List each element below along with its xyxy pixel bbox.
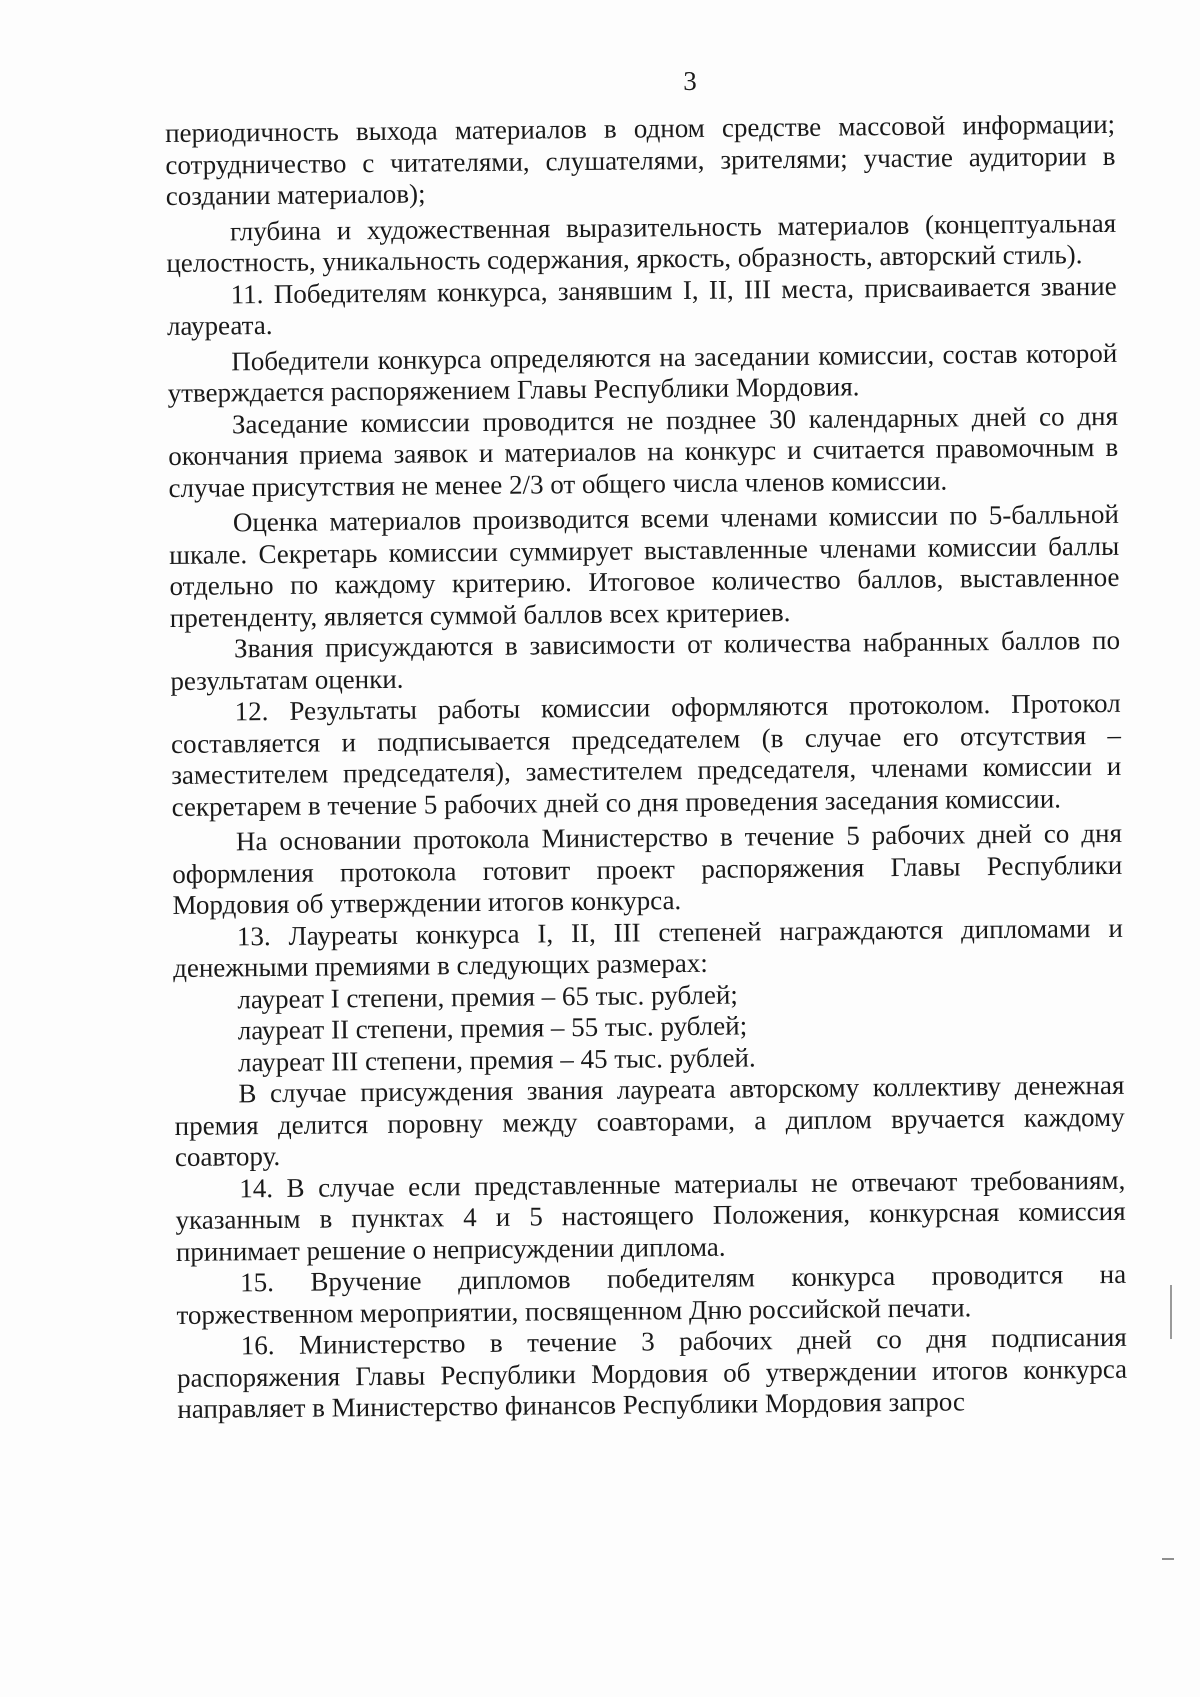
paragraph-12-protocol: 12. Результаты работы комиссии оформляются протоколом. Протокол составляется и подписывается председателем (в случае его отсутствия – заместителем председателя), заместителем председателя, членами комиссии и секретарем в течение 5 рабочих дней со дня проведения заседания комиссии. (170, 687, 1122, 822)
prize-item-second: лауреат II степени, премия – 55 тыс. рублей; (237, 1010, 748, 1046)
prize-list (173, 975, 1124, 1079)
paragraph-winners-commission: Победители конкурса определяются на заседании комиссии, состав которой утверждается распоряжением Главы Республики Мордовия. (167, 337, 1118, 408)
paragraph-16-finance-request: 16. Министерство в течение 3 рабочих дней со дня подписания распоряжения Главы Республики Мордовия об утверждении итогов конкурса направляет в Министерство финансов Республики Мордовия запрос (176, 1321, 1128, 1424)
paragraph-13-prizes: 13. Лауреаты конкурса I, II, III степеней награждаются дипломами и денежными премиями в следующих размерах: (173, 912, 1123, 983)
scan-margin-tick (1162, 1558, 1174, 1560)
paragraph-14-non-award: 14. В случае если представленные материалы не отвечают требованиям, указанным в пунктах 4 и 5 настоящего Положения, конкурсная комиссия принимает решение о неприсуждении диплома. (175, 1164, 1126, 1267)
page-number: 3 (683, 66, 697, 96)
paragraph-titles-awarded: Звания присуждаются в зависимости от количества набранных баллов по результатам оценки. (170, 624, 1121, 696)
scan-margin-mark (1170, 1285, 1172, 1339)
paragraph-criteria-depth: глубина и художественная выразительность материалов (концептуальная целостность, уникальность содержания, яркость, образность, авторский стиль). (166, 207, 1117, 278)
paragraph-criteria-periodicity: периодичность выхода материалов в одном средстве массовой информации; сотрудничество с читателями, слушателями, зрителями; участие аудитории в создании материалов); (165, 108, 1116, 211)
paragraph-commission-meeting: Заседание комиссии проводится не позднее 30 календарных дней со дня окончания приема заявок и материалов на конкурс и считается правомочным в случае присутствия не менее 2/3 от общего числа членов комиссии. (168, 400, 1119, 503)
paragraph-15-ceremony: 15. Вручение дипломов победителям конкурса проводится на торжественном мероприятии, посвященном Дню российской печати. (176, 1258, 1127, 1330)
paragraph-11-laureate-title: 11. Победителям конкурса, занявшим I, II, III места, присваивается звание лауреата. (166, 270, 1117, 341)
paragraph-collective-award: В случае присуждения звания лауреата авторскому коллективу денежная премия делится поровну между соавторами, а диплом вручается каждому соавтору. (174, 1069, 1125, 1172)
paragraph-evaluation: Оценка материалов производится всеми членами комиссии по 5-балльной шкале. Секретарь комиссии суммирует выставленные членами комиссии баллы отдельно по каждому критерию. Итоговое количество баллов, выставленное претенденту, является суммой баллов всех критериев. (169, 498, 1120, 633)
document-body (165, 109, 1128, 1426)
paragraph-ministry-order: На основании протокола Министерство в течение 5 рабочих дней со дня оформления протокола готовит проект распоряжения Главы Республики Мордовия об утверждении итогов конкурса. (172, 817, 1123, 920)
prize-item-third: лауреат III степени, премия – 45 тыс. рублей. (237, 1041, 756, 1077)
prize-item-first: лауреат I степени, премия – 65 тыс. рублей; (237, 979, 738, 1014)
